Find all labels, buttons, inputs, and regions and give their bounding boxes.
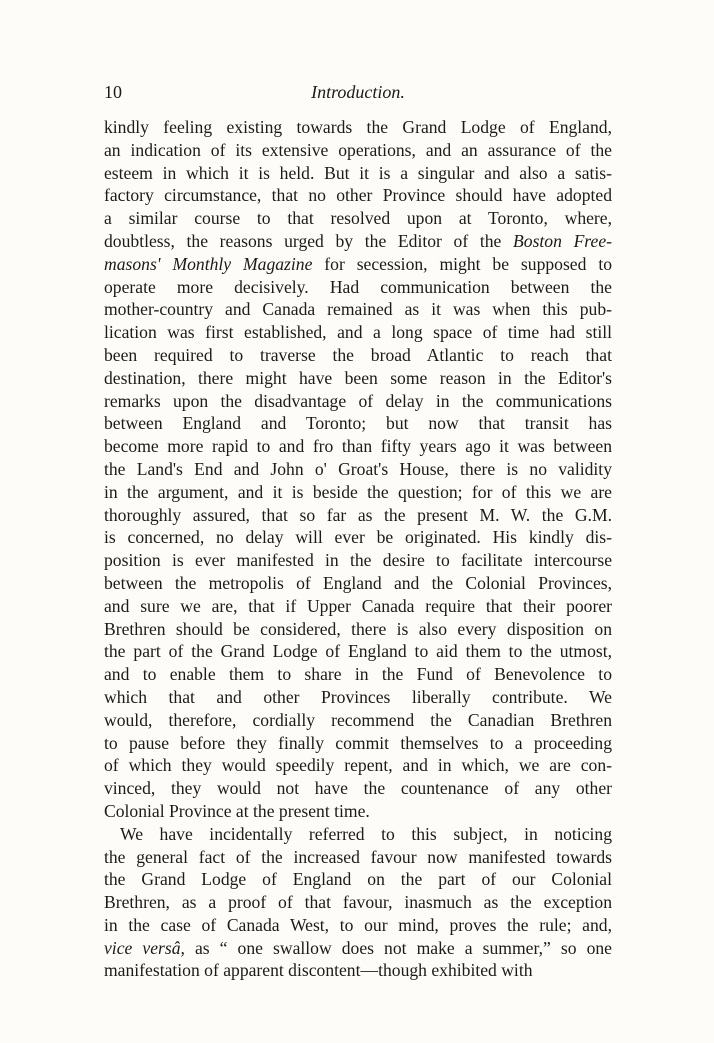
text-line [104,709,612,732]
text-line [104,754,612,777]
text-line [104,458,612,481]
text-segment: in the argument, and it is beside the question; for of this we are [104,481,612,502]
text-segment: destination, there might have been some reason in the Editor's [104,367,612,388]
text-segment: in the case of Canada West, to our mind, proves the rule; and, [104,914,612,935]
page-header [104,82,612,106]
text-line [104,640,612,663]
text-segment: lication was first established, and a long space of time had still [104,322,612,343]
text-line [104,732,612,755]
text-line [104,914,612,937]
text-segment: thoroughly assured, that so far as the present M. W. the G.M. [104,504,612,525]
text-segment: factory circumstance, that no other Province should have adopted [104,185,612,206]
text-line [104,481,612,504]
text-segment: Brethren should be considered, there is also every disposition on [104,618,612,639]
text-line [104,298,612,321]
text-line [104,116,612,139]
text-segment: the Grand Lodge of England on the part of our Colonial [104,869,612,890]
italic-text: masons' Monthly Magazine [104,253,313,274]
text-line [104,139,612,162]
text-line [104,344,612,367]
text-line [104,412,612,435]
text-segment: vinced, they would not have the countenance of any other [104,778,612,799]
text-segment: for secession, might be supposed to [312,253,612,274]
text-segment: kindly feeling existing towards the Grand Lodge of England, [104,117,612,137]
text-line [104,390,612,413]
text-segment: between England and Toronto; but now that transit has [104,413,612,434]
text-line [104,207,612,230]
text-segment: the Land's End and John o' Groat's House, there is no validity [104,458,612,479]
text-line [104,800,612,823]
text-segment: Brethren, as a proof of that favour, inasmuch as the exception [104,892,612,913]
italic-text: vice versâ, [104,937,185,958]
text-segment: Colonial Province at the present time. [104,800,370,821]
text-line [104,868,612,891]
text-line [104,162,612,185]
text-line [104,823,612,846]
text-line [104,777,612,800]
text-segment: position is ever manifested in the desire to facilitate intercourse [104,550,612,571]
text-segment: operate more decisively. Had communication between the [104,276,612,297]
text-line [104,959,612,982]
body-text [104,116,612,982]
text-segment: doubtless, the reasons urged by the Editor of the [104,230,514,251]
text-line [104,184,612,207]
text-line [104,618,612,641]
text-segment: the general fact of the increased favour now manifested towards [104,846,612,867]
text-segment: manifestation of apparent discontent—though exhibited with [104,960,533,981]
text-line [104,435,612,458]
running-title: Introduction. [311,82,405,102]
text-segment: as “ one swallow does not make a summer,” so one [184,937,612,958]
text-line [104,549,612,572]
text-segment: and to enable them to share in the Fund of Benevolence to [104,664,612,685]
text-segment: We have incidentally referred to this subject, in noticing [120,823,612,844]
text-segment: mother-country and Canada remained as it was when this pub- [104,299,612,320]
text-segment: of which they would speedily repent, and in which, we are con- [104,755,612,776]
text-segment: esteem in which it is held. But it is a singular and also a satis- [104,162,612,183]
text-line [104,595,612,618]
text-line [104,686,612,709]
text-segment: to pause before they finally commit themselves to a proceeding [104,732,612,753]
text-line [104,321,612,344]
text-line [104,367,612,390]
text-segment: which that and other Provinces liberally contribute. We [104,686,612,707]
text-segment: remarks upon the disadvantage of delay in the communications [104,390,612,411]
text-line [104,230,612,253]
text-line [104,846,612,869]
text-line [104,937,612,960]
text-line [104,891,612,914]
text-segment: the part of the Grand Lodge of England to aid them to the utmost, [104,641,612,662]
text-segment: an indication of its extensive operations, and an assurance of the [104,139,612,160]
text-segment: been required to traverse the broad Atlantic to reach that [104,344,612,365]
text-line [104,663,612,686]
text-line [104,253,612,276]
text-segment: between the metropolis of England and the Colonial Provinces, [104,572,612,593]
text-segment: a similar course to that resolved upon at Toronto, where, [104,208,612,229]
page-number: 10 [104,82,122,102]
text-line [104,504,612,527]
text-segment: and sure we are, that if Upper Canada require that their poorer [104,595,612,616]
text-segment: would, therefore, cordially recommend the Canadian Brethren [104,709,612,730]
text-line [104,276,612,299]
text-segment: is concerned, no delay will ever be originated. His kindly dis- [104,527,612,548]
text-segment: become more rapid to and fro than fifty years ago it was between [104,436,612,457]
text-line [104,572,612,595]
italic-text: Boston Free- [513,230,612,251]
text-line [104,526,612,549]
